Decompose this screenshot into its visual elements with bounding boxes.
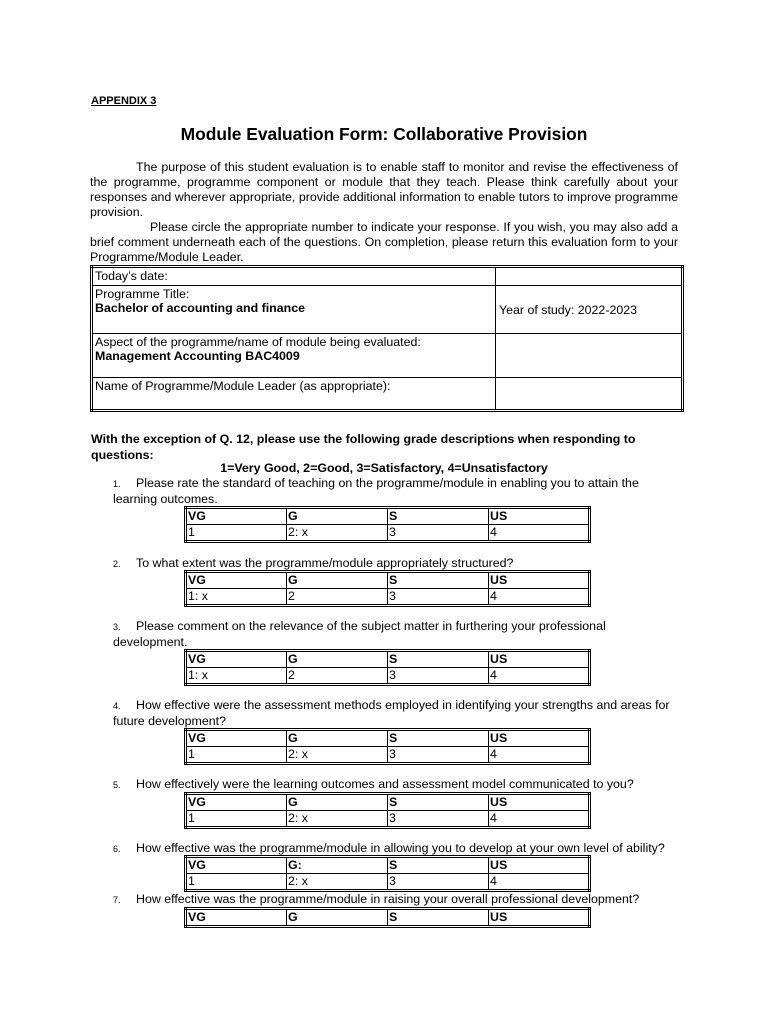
grade-header: VG	[186, 651, 287, 668]
question-text: How effectively were the learning outcomes and assessment model communicated to you?	[136, 777, 634, 791]
grade-header: G	[287, 508, 388, 525]
grade-option[interactable]: 1: x	[186, 589, 287, 606]
question-text: Please rate the standard of teaching on the programme/module in enabling you to attain the learning outcomes.	[113, 476, 639, 506]
grade-table-1	[184, 506, 591, 543]
grade-header: G	[287, 909, 388, 927]
leader-value[interactable]	[496, 378, 683, 411]
todays-date-value[interactable]	[496, 267, 683, 286]
intro-paragraph-2: Please circle the appropriate number to indicate your response. If you wish, you may also add a brief comment underneath each of the questions. On completion, please return this evaluation form to your Programme/Module Leader.	[90, 220, 678, 264]
todays-date-label: Today’s date:	[95, 269, 168, 283]
year-of-study: Year of study: 2022-2023	[496, 286, 683, 334]
grade-header: S	[388, 651, 489, 668]
grade-instructions: With the exception of Q. 12, please use the following grade descriptions when responding to questions:	[91, 432, 636, 462]
programme-title-value: Bachelor of accounting and finance	[95, 301, 305, 315]
question-number: 1.	[113, 479, 121, 489]
appendix-label: APPENDIX 3	[91, 95, 157, 107]
grade-header: VG	[186, 508, 287, 525]
grade-header: S	[388, 730, 489, 747]
grade-header: S	[388, 794, 489, 811]
grade-header: VG	[186, 794, 287, 811]
page-title: Module Evaluation Form: Collaborative Provision	[180, 124, 588, 144]
grade-header: G	[287, 572, 388, 589]
question-text: How effective was the programme/module in allowing you to develop at your own level of ability?	[136, 841, 665, 855]
grade-header: VG	[186, 857, 287, 874]
grade-header: G	[287, 651, 388, 668]
question-number: 6.	[113, 844, 121, 854]
grade-header: US	[489, 730, 590, 747]
grade-option[interactable]: 2	[287, 668, 388, 685]
grade-option[interactable]: 1	[186, 811, 287, 828]
grade-option[interactable]: 3	[388, 811, 489, 828]
leader-cell[interactable]	[92, 378, 496, 411]
grade-table-6	[184, 855, 591, 892]
question-number: 5.	[113, 780, 121, 790]
grade-option[interactable]: 4	[489, 525, 590, 542]
grade-table-3	[184, 649, 591, 686]
grade-option[interactable]: 4	[489, 589, 590, 606]
question-4	[113, 698, 683, 729]
grade-header: S	[388, 909, 489, 927]
grade-header: US	[489, 794, 590, 811]
question-7	[113, 892, 683, 908]
grade-header: VG	[186, 572, 287, 589]
grade-option[interactable]: 2	[287, 589, 388, 606]
grade-table-4	[184, 728, 591, 765]
grade-option[interactable]: 1	[186, 747, 287, 764]
grade-header: US	[489, 508, 590, 525]
aspect-value: Management Accounting BAC4009	[95, 349, 300, 363]
question-text: How effective was the programme/module in raising your overall professional development?	[136, 892, 640, 906]
grade-table-5	[184, 792, 591, 829]
aspect-cell	[92, 334, 496, 378]
grade-header: VG	[186, 730, 287, 747]
grade-option[interactable]: 4	[489, 747, 590, 764]
grade-header: VG	[186, 909, 287, 927]
programme-info-table	[90, 265, 684, 412]
grade-option[interactable]: 3	[388, 525, 489, 542]
grade-option[interactable]: 2: x	[287, 747, 388, 764]
grade-header: G	[287, 730, 388, 747]
grade-option[interactable]: 3	[388, 589, 489, 606]
grade-option[interactable]: 1	[186, 525, 287, 542]
question-1	[113, 476, 683, 507]
todays-date-cell[interactable]	[92, 267, 496, 286]
intro-text	[90, 160, 678, 265]
intro-paragraph-1: The purpose of this student evaluation is to enable staff to monitor and revise the effectiveness of the programme, programme component or module that they teach. Please think carefully about your responses and wherever appropriate, provide additional information to enable tutors to improve programme provision.	[90, 160, 678, 219]
question-text: Please comment on the relevance of the subject matter in furthering your professional development.	[113, 619, 606, 649]
grade-header: US	[489, 651, 590, 668]
grade-option[interactable]: 3	[388, 747, 489, 764]
question-number: 3.	[113, 622, 121, 632]
programme-title-label: Programme Title:	[95, 287, 190, 301]
grade-table-2	[184, 570, 591, 607]
programme-title-cell	[92, 286, 496, 334]
grade-header: G:	[287, 857, 388, 874]
aspect-label: Aspect of the programme/name of module being evaluated:	[95, 335, 421, 349]
grade-option[interactable]: 4	[489, 668, 590, 685]
question-3	[113, 619, 683, 650]
grade-header: S	[388, 857, 489, 874]
aspect-extra-cell[interactable]	[496, 334, 683, 378]
grade-header: US	[489, 572, 590, 589]
grade-option[interactable]: 2: x	[287, 525, 388, 542]
question-number: 7.	[113, 895, 121, 905]
grade-header: S	[388, 572, 489, 589]
grade-header: S	[388, 508, 489, 525]
question-number: 2.	[113, 559, 121, 569]
question-text: To what extent was the programme/module appropriately structured?	[136, 556, 514, 570]
question-5	[113, 777, 683, 793]
grade-option[interactable]: 1	[186, 874, 287, 891]
grade-option[interactable]: 2: x	[287, 811, 388, 828]
grade-option[interactable]: 3	[388, 668, 489, 685]
grade-table-7	[184, 907, 591, 928]
leader-label: Name of Programme/Module Leader (as appropriate):	[95, 379, 391, 393]
question-number: 4.	[113, 701, 121, 711]
grade-header: G	[287, 794, 388, 811]
grade-option[interactable]: 4	[489, 811, 590, 828]
grade-option[interactable]: 1: x	[186, 668, 287, 685]
grade-header: US	[489, 909, 590, 927]
grade-header: US	[489, 857, 590, 874]
grade-option[interactable]: 2: x	[287, 874, 388, 891]
question-text: How effective were the assessment methods employed in identifying your strengths and areas for future development?	[113, 698, 670, 728]
grade-option[interactable]: 4	[489, 874, 590, 891]
grade-scale: 1=Very Good, 2=Good, 3=Satisfactory, 4=Unsatisfactory	[220, 461, 548, 475]
grade-option[interactable]: 3	[388, 874, 489, 891]
